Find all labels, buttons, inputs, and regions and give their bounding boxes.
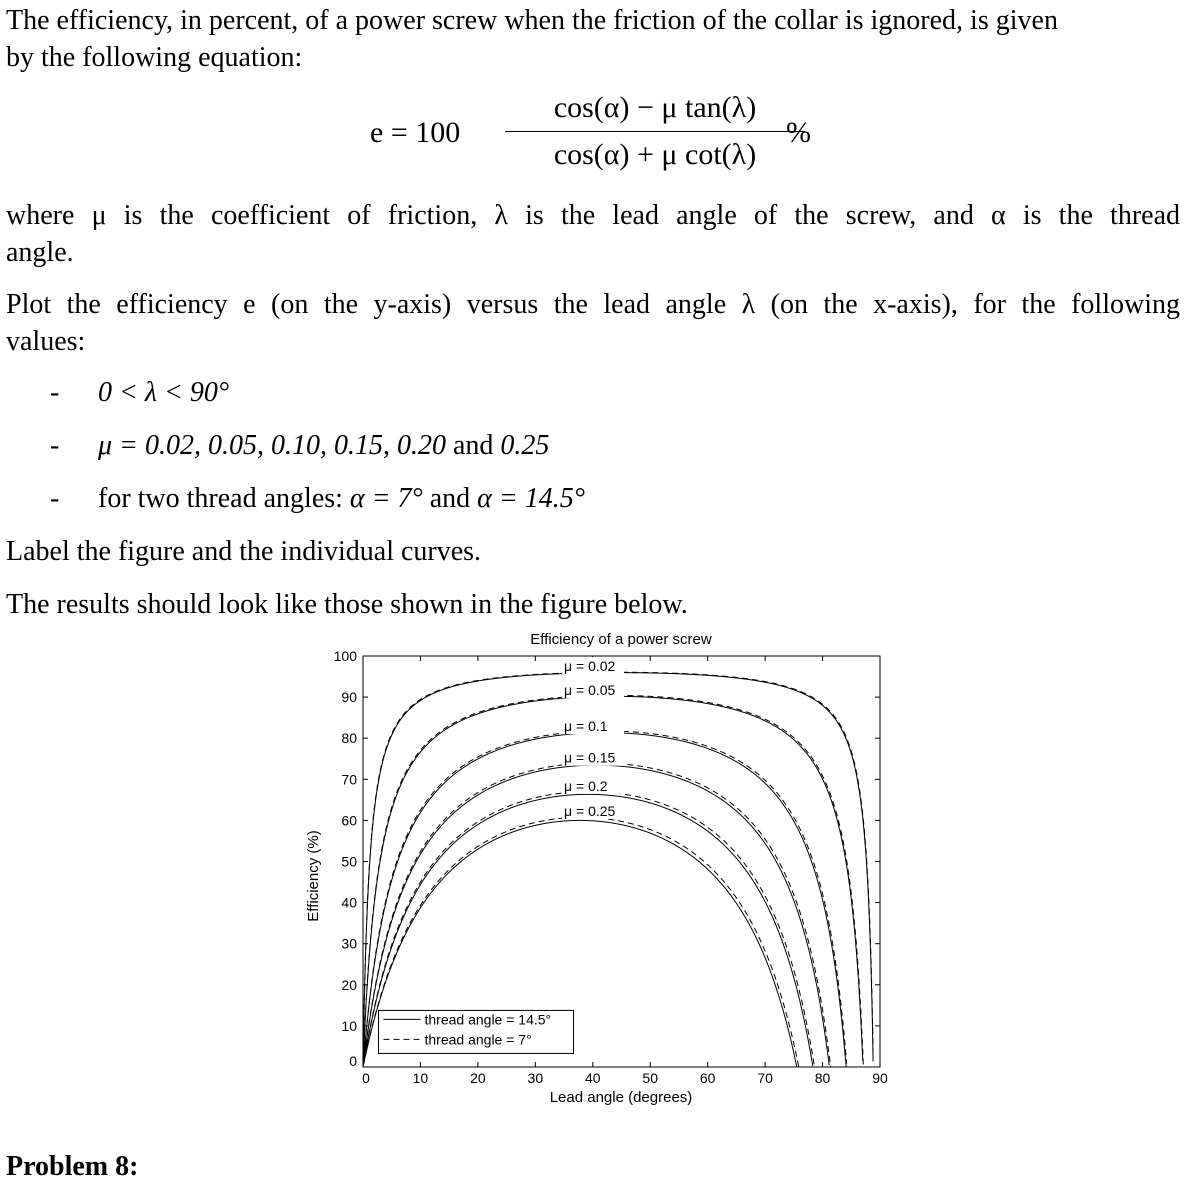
x-tick-label: 20	[470, 1070, 486, 1086]
x-tick-label: 0	[362, 1070, 370, 1086]
label-instruction: Label the figure and the individual curves.	[6, 536, 482, 567]
y-tick-label: 0	[349, 1053, 357, 1069]
y-tick-label: 40	[341, 894, 357, 911]
y-tick-label: 20	[341, 976, 357, 993]
bullet-text-c: 0.25	[500, 430, 550, 461]
bullet-dash: -	[50, 483, 60, 514]
where-line-1: where μ is the coefficient of friction, λ is the lead angle of the screw, and α is the thread	[6, 200, 1180, 231]
bullet-dash: -	[50, 377, 60, 408]
bullet-dash: -	[50, 430, 60, 461]
y-tick-label: 90	[341, 689, 357, 706]
equation-lhs: e = 100	[370, 116, 461, 149]
next-problem-heading: Problem 8:	[6, 1151, 139, 1182]
curve-label: μ = 0.05	[564, 682, 616, 699]
x-tick-label: 50	[642, 1070, 659, 1086]
y-tick-label: 30	[341, 935, 357, 952]
y-tick-label: 60	[341, 812, 357, 829]
bullet-lambda-range	[50, 374, 229, 411]
legend	[379, 1010, 574, 1053]
y-tick-label: 70	[341, 771, 357, 788]
intro-line-2: by the following equation:	[6, 42, 303, 73]
curve-label: μ = 0.2	[564, 777, 608, 794]
equation-numerator: cos(α) − μ tan(λ)	[553, 91, 757, 124]
bullet-text-c: and	[422, 483, 478, 514]
x-tick-label: 30	[527, 1070, 544, 1086]
where-line-2: angle.	[6, 237, 74, 268]
y-tick-label: 50	[341, 853, 357, 870]
chart-title: Efficiency of a power screw	[530, 631, 712, 648]
curve-label: μ = 0.02	[564, 658, 616, 675]
bullet-mu-values	[50, 427, 549, 464]
plot-instruction-line-2: values:	[6, 326, 86, 357]
bullet-text-a: μ = 0.02, 0.05, 0.10, 0.15, 0.20	[98, 430, 446, 461]
x-axis-label: Lead angle (degrees)	[549, 1089, 693, 1106]
bullet-text-d: α = 14.5°	[477, 483, 585, 514]
y-axis-label: Efficiency (%)	[305, 830, 322, 922]
efficiency-equation	[370, 88, 810, 183]
x-tick-label: 40	[584, 1070, 601, 1086]
x-tick-label: 70	[757, 1070, 773, 1086]
x-tick-label: 80	[814, 1070, 831, 1086]
bullet-text-b: α = 7°	[349, 483, 423, 514]
y-tick-label: 10	[341, 1017, 357, 1034]
y-tick-label: 100	[333, 648, 357, 664]
equation-fraction	[505, 88, 805, 175]
curve-label: μ = 0.25	[564, 803, 616, 820]
bullet-thread-angles	[50, 480, 585, 517]
equation-denominator: cos(α) + μ cot(λ)	[553, 138, 757, 171]
plot-instruction-line-1: Plot the efficiency e (on the y-axis) versus the lead angle λ (on the x-axis), for the following	[6, 289, 1180, 320]
bullet-text-b: and	[445, 430, 501, 461]
results-instruction: The results should look like those shown in the figure below.	[6, 589, 688, 620]
x-tick-label: 90	[872, 1070, 888, 1086]
curve-label: μ = 0.1	[564, 718, 608, 735]
intro-line-1: The efficiency, in percent, of a power screw when the friction of the collar is ignored, is given	[6, 5, 1058, 36]
bullet-text: 0 < λ < 90°	[98, 377, 230, 408]
legend-entry: thread angle = 14.5°	[424, 1011, 552, 1028]
equation-unit: %	[786, 116, 811, 149]
x-tick-label: 10	[412, 1070, 429, 1086]
y-tick-label: 80	[341, 730, 357, 747]
bullet-text-a: for two thread angles:	[98, 483, 350, 514]
legend-entry: thread angle = 7°	[424, 1031, 532, 1048]
efficiency-chart	[0, 620, 1197, 1140]
fraction-bar	[505, 131, 805, 132]
curve-label: μ = 0.15	[564, 749, 616, 766]
x-tick-label: 60	[699, 1070, 716, 1086]
